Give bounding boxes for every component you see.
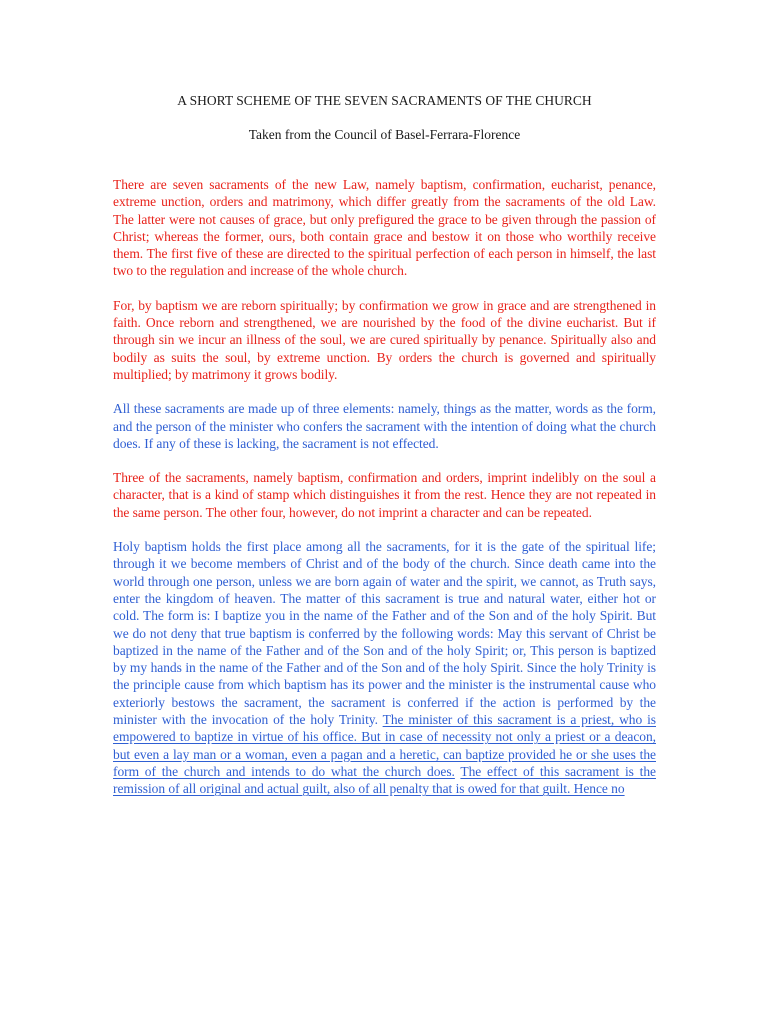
- paragraph-baptism: [113, 538, 656, 797]
- paragraph-effects-of-sacraments: For, by baptism we are reborn spiritually; by confirmation we grow in grace and are strengthened in faith. Once reborn and strengthened, we are nourished by the food of the divine eucharist. But if through sin we incur an illness of the soul, we are cured spiritually by penance. Spiritually also and bodily as suits the soul, by extreme unction. By orders the church is governed and spiritually multiplied; by matrimony it grows bodily.: [113, 297, 656, 382]
- document-title: A SHORT SCHEME OF THE SEVEN SACRAMENTS OF THE CHURCH: [177, 93, 592, 108]
- paragraph-character: Three of the sacraments, namely baptism, confirmation and orders, imprint indelibly on the soul a character, that is a kind of stamp which distinguishes it from the rest. Hence they are not repeated in the same person. The other four, however, do not imprint a character and can be repeated.: [113, 470, 656, 520]
- paragraph-seven-sacraments: There are seven sacraments of the new Law, namely baptism, confirmation, eucharist, penance, extreme unction, orders and matrimony, which differ greatly from the sacraments of the old Law. The latter were not causes of grace, but only prefigured the grace to be given through the passion of Christ; whereas the former, ours, both contain grace and bestow it on those who worthily receive them. The first five of these are directed to the spiritual perfection of each person in himself, the last two to the regulation and increase of the whole church.: [113, 177, 656, 279]
- document-subtitle: Taken from the Council of Basel-Ferrara-Florence: [248, 127, 521, 142]
- baptism-text: Holy baptism holds the first place among all the sacraments, for it is the gate of the spiritual life; through it we become members of Christ and of the body of the church. Since death came into the world through one person, unless we are born again of water and the spirit, we cannot, as Truth says, enter the kingdom of heaven. The matter of this sacrament is true and natural water, either hot or cold. The form is: I baptize you in the name of the Father and of the Son and of the holy Spirit. But we do not deny that true baptism is conferred by the following words: May this servant of Christ be baptized in the name of the Father and of the Son and of the holy Spirit; or, This person is baptized by my hands in the name of the Father and of the Son and of the holy Spirit. Since the holy Trinity is the principle cause from which baptism has its power and the minister is the instrumental cause who exteriorly bestows the sacrament, the sacrament is conferred if the action is performed by the minister with the invocation of the holy Trinity.: [113, 539, 656, 728]
- document-page: [113, 92, 656, 798]
- baptism-minister-underlined: The minister of this sacrament is a priest, who is empowered to baptize in virtue of his office. But in case of necessity not only a priest or a deacon, but even a lay man or a woman, even a pagan and a heretic, can baptize provided he or she uses the form of the church and intends to do what the church does.: [113, 712, 656, 779]
- paragraph-three-elements: All these sacraments are made up of three elements: namely, things as the matter, words as the form, and the person of the minister who confers the sacrament with the intention of doing what the church does. If any of these is lacking, the sacrament is not effected.: [113, 401, 656, 451]
- baptism-effect-underlined: The effect of this sacrament is the remission of all original and actual guilt, also of all penalty that is owed for that guilt. Hence no: [113, 763, 656, 797]
